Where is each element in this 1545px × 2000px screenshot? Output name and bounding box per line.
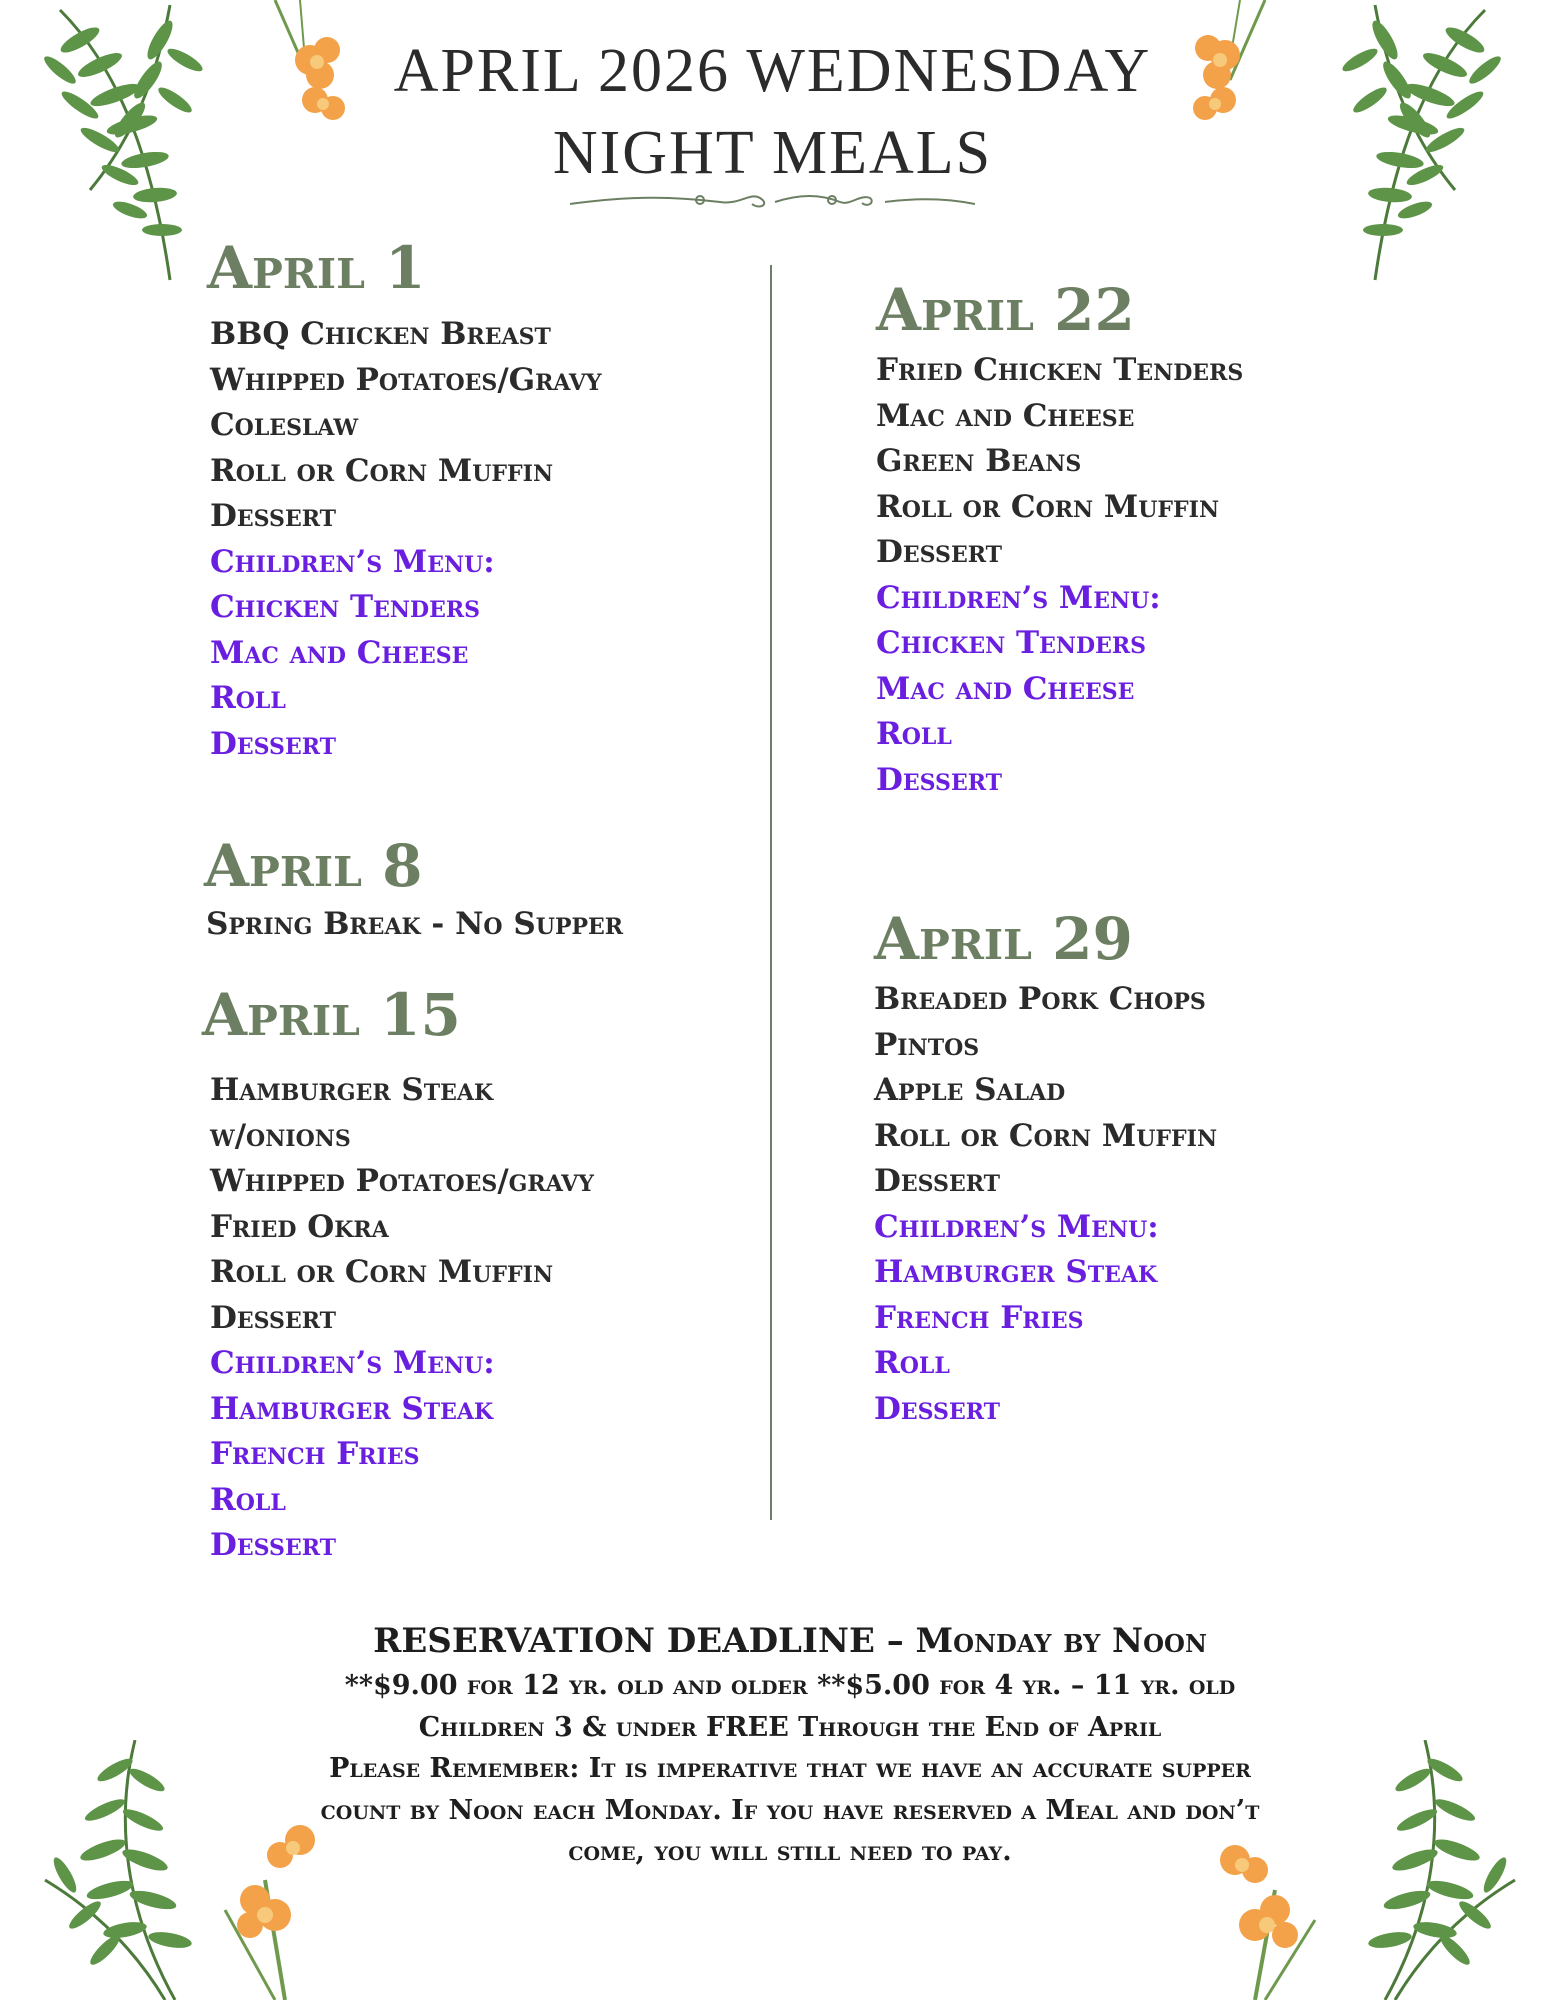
menu-item: Whipped Potatoes/gravy — [210, 1163, 594, 1199]
menu-item: BBQ Chicken Breast — [210, 316, 551, 352]
children-menu-item: Mac and Cheese — [210, 634, 469, 671]
menu-item: Dessert — [210, 498, 336, 534]
menu-item: Hamburger Steak — [210, 1072, 494, 1108]
column-divider — [770, 265, 772, 1520]
children-menu-item: Mac and Cheese — [876, 670, 1135, 707]
children-menu-item: Chicken Tenders — [210, 589, 481, 625]
menu-list — [210, 312, 602, 767]
menu-item: Fried Chicken Tenders — [876, 352, 1244, 388]
children-menu-item: French Fries — [874, 1299, 1084, 1336]
reminder-line: come, you will still need to pay. — [568, 1836, 1012, 1867]
reminder-line: Please Remember: It is imperative that we have an accurate supper — [329, 1753, 1251, 1784]
menu-item: w/onions — [210, 1117, 351, 1154]
children-menu-item: Roll — [876, 716, 952, 752]
children-menu-item: Hamburger Steak — [210, 1390, 494, 1427]
children-menu-item: Roll — [210, 1481, 286, 1518]
children-menu-item: Dessert — [876, 761, 1002, 798]
children-menu-heading: Children’s Menu: — [874, 1208, 1159, 1245]
menu-item: Apple Salad — [874, 1072, 1066, 1108]
title-flourish-icon — [570, 188, 975, 218]
menu-item: Fried Okra — [210, 1208, 389, 1245]
date-heading: April 29 — [874, 905, 1133, 973]
menu-item: Mac and Cheese — [876, 397, 1135, 434]
children-menu-item: Chicken Tenders — [876, 625, 1147, 661]
reservation-deadline: RESERVATION DEADLINE – Monday by Noon — [373, 1621, 1207, 1661]
children-menu-item: Dessert — [210, 1527, 336, 1563]
date-heading: April 22 — [876, 276, 1135, 344]
menu-item: Coleslaw — [210, 407, 359, 443]
menu-item: Dessert — [210, 1299, 336, 1336]
section-april-22 — [876, 278, 1243, 803]
children-menu-heading: Children’s Menu: — [210, 1345, 495, 1381]
section-april-1 — [207, 236, 602, 767]
pricing-line: **$9.00 for 12 yr. old and older **$5.00 for 4 yr. – 11 yr. old — [344, 1670, 1236, 1701]
menu-item: Roll or Corn Muffin — [876, 488, 1220, 525]
menu-item: Dessert — [876, 534, 1002, 570]
menu-list — [874, 977, 1217, 1432]
menu-item: Dessert — [874, 1163, 1000, 1199]
children-menu-item: Roll — [210, 680, 286, 716]
menu-item: Green Beans — [876, 443, 1082, 479]
children-menu-item: Dessert — [874, 1390, 1000, 1427]
children-menu-item: Dessert — [210, 725, 336, 762]
menu-list — [206, 902, 623, 948]
menu-list — [210, 1068, 594, 1569]
date-heading: April 8 — [204, 832, 423, 900]
date-heading: April 15 — [202, 981, 461, 1049]
reminder-line: count by Noon each Monday. If you have reserved a Meal and don’t — [320, 1794, 1260, 1826]
menu-item: Whipped Potatoes/Gravy — [210, 361, 602, 398]
page-title: APRIL 2026 WEDNESDAY NIGHT MEALS — [393, 37, 1152, 187]
reservation-notice — [200, 1617, 1380, 1873]
section-april-15 — [202, 983, 594, 1569]
fern-top-right-icon — [1275, 0, 1525, 290]
menu-item: Breaded Pork Chops — [874, 981, 1206, 1017]
menu-item: Roll or Corn Muffin — [210, 452, 554, 489]
children-menu-heading: Children’s Menu: — [210, 543, 495, 580]
menu-item: Pintos — [874, 1026, 980, 1063]
section-april-8 — [204, 834, 623, 948]
menu-list — [876, 348, 1243, 803]
menu-item: Spring Break - No Supper — [206, 906, 624, 942]
children-menu-heading: Children’s Menu: — [876, 579, 1161, 616]
children-menu-item: French Fries — [210, 1436, 420, 1472]
children-menu-item: Roll — [874, 1345, 950, 1381]
date-heading: April 1 — [207, 234, 426, 302]
children-menu-item: Hamburger Steak — [874, 1254, 1158, 1290]
menu-item: Roll or Corn Muffin — [210, 1254, 554, 1290]
free-children-line: Children 3 & under FREE Through the End of April — [418, 1711, 1162, 1743]
menu-item: Roll or Corn Muffin — [874, 1117, 1218, 1154]
section-april-29 — [874, 907, 1217, 1432]
